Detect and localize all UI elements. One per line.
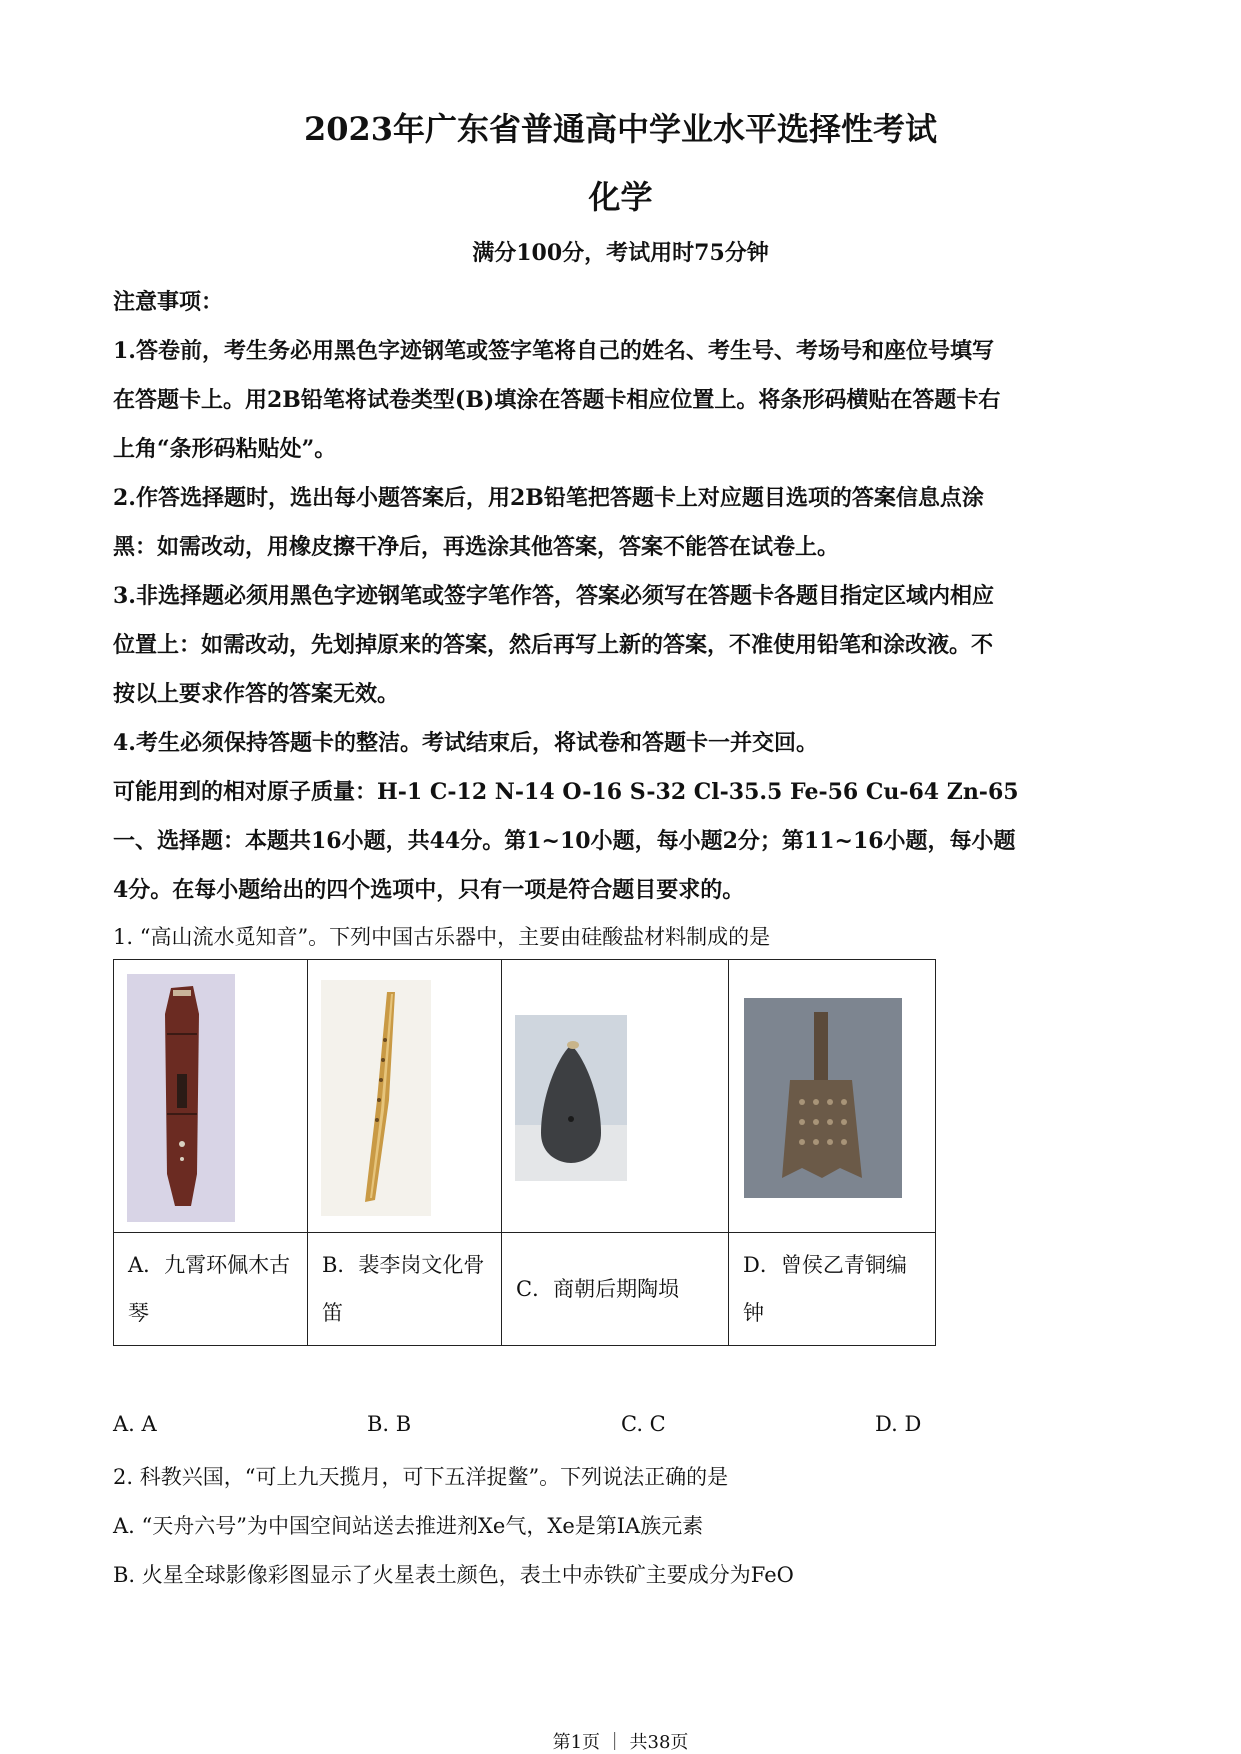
exam-title: 2023年广东省普通高中学业水平选择性考试	[303, 110, 938, 148]
bone-flute-image	[321, 980, 431, 1216]
q1-option-d: D. D	[875, 1412, 922, 1436]
q1-option-b: B. B	[367, 1412, 412, 1436]
q1-image-cell	[729, 960, 936, 1233]
page-footer: 第1页 ｜ 共38页	[552, 1732, 689, 1753]
q2-stem: 2. 科教兴国，“可上九天揽月，可下五洋捉鳖”。下列说法正确的是	[113, 1465, 729, 1489]
q1-image-cell	[502, 960, 729, 1233]
subject-title: 化学	[588, 178, 653, 216]
q1-image-cell	[114, 960, 308, 1233]
q1-caption-c: C．商朝后期陶埙	[502, 1233, 729, 1346]
note-line: 3.非选择题必须用黑色字迹钢笔或签字笔作答，答案必须写在答题卡各题目指定区域内相应	[113, 583, 994, 609]
guqin-image	[127, 974, 235, 1222]
q2-option-b: B. 火星全球影像彩图显示了火星表土颜色，表土中赤铁矿主要成分为FeO	[113, 1563, 794, 1587]
q1-instrument-table	[113, 959, 936, 1346]
note-line: 黑：如需改动，用橡皮擦干净后，再选涂其他答案，答案不能答在试卷上。	[113, 534, 840, 560]
note-line: 1.答卷前，考生务必用黑色字迹钢笔或签字笔将自己的姓名、考生号、考场号和座位号填写	[113, 338, 994, 364]
bronze-bell-image	[744, 998, 902, 1198]
note-line: 在答题卡上。用2B铅笔将试卷类型(B)填涂在答题卡相应位置上。将条形码横贴在答题卡右	[113, 387, 1001, 413]
q1-caption-a: A．九霄环佩木古琴	[114, 1233, 308, 1346]
note-line: 2.作答选择题时，选出每小题答案后，用2B铅笔把答题卡上对应题目选项的答案信息点涂	[113, 485, 984, 511]
notes-heading: 注意事项：	[113, 289, 224, 315]
note-line: 按以上要求作答的答案无效。	[113, 681, 400, 707]
score-time: 满分100分，考试用时75分钟	[472, 240, 769, 266]
note-line: 位置上：如需改动，先划掉原来的答案，然后再写上新的答案，不准使用铅笔和涂改液。不	[113, 632, 994, 658]
pottery-xun-image	[515, 1015, 627, 1181]
section1-line: 4分。在每小题给出的四个选项中，只有一项是符合题目要求的。	[113, 877, 745, 903]
q1-image-cell	[308, 960, 502, 1233]
note-line: 4.考生必须保持答题卡的整洁。考试结束后，将试卷和答题卡一并交回。	[113, 730, 818, 756]
atomic-mass-line: 可能用到的相对原子质量：H-1 C-12 N-14 O-16 S-32 Cl-35.5 Fe-56 Cu-64 Zn-65	[113, 779, 1019, 805]
q1-option-a: A. A	[113, 1412, 157, 1436]
section1-line: 一、选择题：本题共16小题，共44分。第1~10小题，每小题2分；第11~16小题，每小题	[113, 828, 1016, 854]
q1-caption-d: D．曾侯乙青铜编钟	[729, 1233, 936, 1346]
q1-caption-b: B．裴李岗文化骨笛	[308, 1233, 502, 1346]
q2-option-a: A. “天舟六号”为中国空间站送去推进剂Xe气，Xe是第IA族元素	[113, 1514, 704, 1538]
q1-option-c: C. C	[621, 1412, 666, 1436]
q1-stem: 1. “高山流水觅知音”。下列中国古乐器中，主要由硅酸盐材料制成的是	[113, 925, 771, 949]
note-line: 上角“条形码粘贴处”。	[113, 436, 337, 462]
